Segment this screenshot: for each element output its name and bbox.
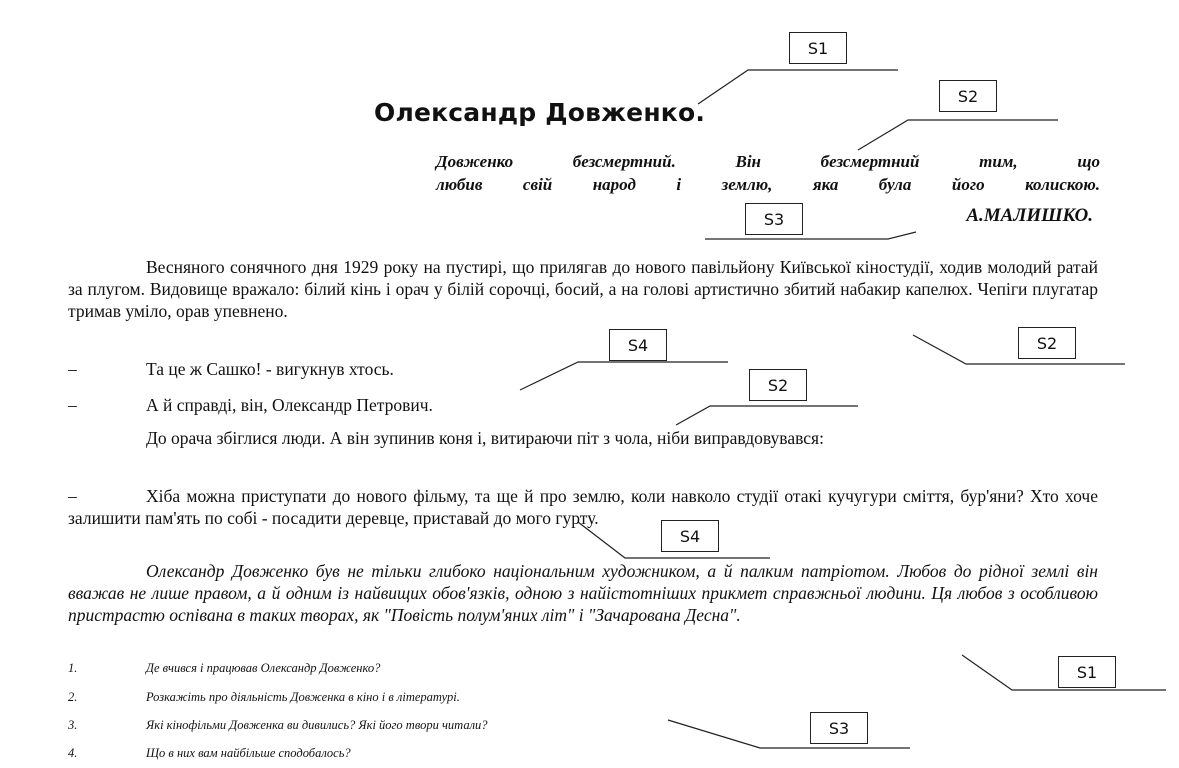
paragraph-3: Олександр Довженко був не тільки глибоко національним художником, а й палким патріотом. Любов до рідної землі він вважав не лише правом, а й одним із найвищих обов'язків, одною з найістотніших прикмет справжньої людини. Ця любов з особливою пристрастю оспівана в таких творах, як "Повість полум'яних літ" і "Зачарована Десна".	[68, 561, 1098, 625]
callout-s1-bottom: S1	[1058, 656, 1116, 688]
dash-mark: –	[68, 395, 77, 415]
dialogue-text: Та це ж Сашко! - вигукнув хтось.	[146, 359, 394, 379]
question-2	[68, 689, 460, 705]
dialogue-line-3	[68, 485, 1098, 529]
callout-s4-upper: S4	[609, 329, 667, 361]
dialogue-text: Хіба можна приступати до нового фільму, та ще й про землю, коли навколо студії отакі кучугури сміття, бур'яни? Хто хоче залишити пам'ять по собі - посадити деревце, приставай до мого гурту.	[68, 486, 1098, 528]
paragraph-2: До орача збіглися люди. А він зупинив коня і, витираючи піт з чола, ніби виправдовувався:	[146, 428, 824, 448]
page-title: Олександр Довженко.	[374, 98, 706, 127]
question-4	[68, 745, 351, 761]
callout-s2-right: S2	[1018, 327, 1076, 359]
question-text: Які кінофільми Довженка ви дивились? Які його твори читали?	[146, 718, 488, 732]
callout-s2-middle: S2	[749, 369, 807, 401]
callout-s2-top: S2	[939, 80, 997, 112]
dash-mark: –	[68, 486, 77, 506]
paragraph-1: Весняного сонячного дня 1929 року на пустирі, що прилягав до нового павільйону Київської кіностудії, ходив молодий ратай за плугом. Видовище вражало: білий кінь і орач у білій сорочці, босий, а на голові артистично збитий набакир капелюх. Чепіги плугатар тримав уміло, орав упевнено.	[68, 257, 1098, 321]
dash-mark: –	[68, 359, 77, 379]
epigraph-line-2: любив свій народ і землю, яка була його колискою.	[436, 175, 1100, 194]
dialogue-line-2	[68, 394, 433, 416]
callout-s3: S3	[745, 203, 803, 235]
dialogue-line-1	[68, 358, 394, 380]
question-text: Розкажіть про діяльність Довженка в кіно і в літературі.	[146, 690, 460, 704]
epigraph-line-1: Довженко безсмертний. Він безсмертний тим, що	[436, 152, 1100, 171]
dialogue-text: А й справді, він, Олександр Петрович.	[146, 395, 433, 415]
callout-s4-lower: S4	[661, 520, 719, 552]
callout-s3-bottom: S3	[810, 712, 868, 744]
epigraph-author: А.МАЛИШКО.	[966, 205, 1093, 226]
callout-s1-top: S1	[789, 32, 847, 64]
question-number: 2.	[68, 690, 78, 704]
question-number: 3.	[68, 718, 78, 732]
question-3	[68, 717, 488, 733]
question-number: 4.	[68, 746, 78, 760]
question-1	[68, 660, 380, 676]
question-text: Де вчився і працював Олександр Довженко?	[146, 661, 381, 675]
question-text: Що в них вам найбільше сподобалось?	[146, 746, 351, 760]
question-number: 1.	[68, 661, 78, 675]
